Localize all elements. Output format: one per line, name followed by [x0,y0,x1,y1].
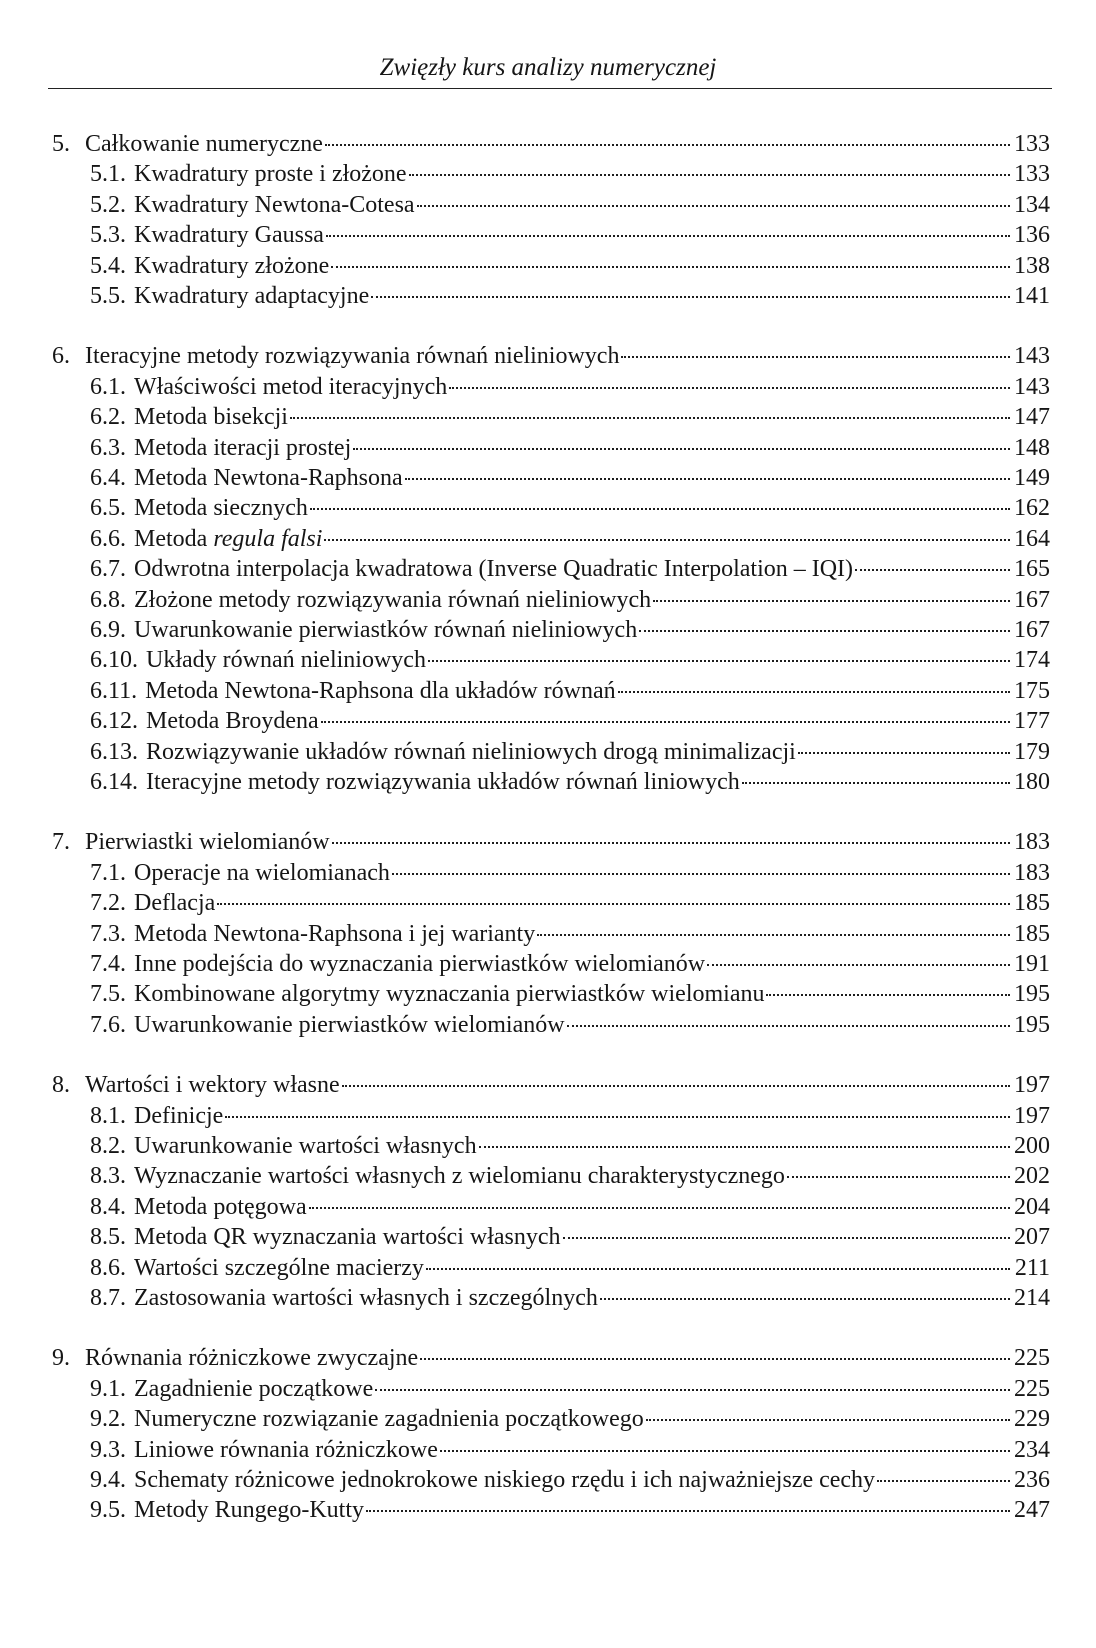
dot-leader [567,1025,1010,1027]
page-number: 164 [1014,526,1050,552]
entry-title: Układy równań nieliniowych [146,647,426,673]
dot-leader [877,1480,1010,1482]
page-number: 148 [1014,435,1050,461]
toc-section-row [90,523,1050,555]
page-number: 214 [1014,1285,1050,1311]
entry-title: Iteracyjne metody rozwiązywania równań nieliniowych [85,343,620,369]
entry-number: 8.2. [90,1133,126,1159]
toc-section-row [90,250,1050,282]
entry-number: 8.3. [90,1163,126,1189]
toc-section-row [90,462,1050,494]
toc-section-row [90,492,1050,524]
toc-section-row [90,1434,1050,1466]
toc-section-row [90,401,1050,433]
toc-chapter-row [52,128,1050,160]
page-number: 191 [1014,951,1050,977]
entry-number: 6.6. [90,526,126,552]
header-rule [48,88,1052,89]
entry-title-italic: regula falsi [213,526,323,552]
page-number: 134 [1014,192,1050,218]
page-number: 143 [1014,374,1050,400]
entry-title: Definicje [134,1103,224,1129]
entry-number: 6.13. [90,739,138,765]
entry-number: 6.5. [90,495,126,521]
toc-section-row [90,158,1050,190]
toc-section-row [90,1160,1050,1192]
toc-section-row [90,432,1050,464]
entry-number: 6.12. [90,708,138,734]
entry-title: Wartości szczególne macierzy [134,1255,424,1281]
page-number: 234 [1014,1437,1050,1463]
entry-title: Metoda Newtona-Raphsona i jej warianty [134,921,536,947]
toc-section-row [90,1252,1050,1284]
entry-title: Złożone metody rozwiązywania równań nieliniowych [134,587,652,613]
entry-number: 7.5. [90,981,126,1007]
page-number: 185 [1014,921,1050,947]
toc-section-row [90,736,1050,768]
dot-leader [321,721,1010,723]
page-number: 174 [1014,647,1050,673]
toc-chapter-row [52,1069,1050,1101]
running-header-title: Zwięzły kurs analizy numerycznej [379,54,717,81]
dot-leader [324,539,1010,541]
entry-title: Pierwiastki wielomianów [85,829,330,855]
toc-chapter-row [52,1342,1050,1374]
entry-title: Zastosowania wartości własnych i szczególnych [134,1285,598,1311]
toc-section-row [90,948,1050,980]
dot-leader [855,569,1010,571]
entry-title: Metoda Newtona-Raphsona dla układów równań [145,678,616,704]
entry-number: 7. [52,829,70,855]
entry-title: Metoda bisekcji [134,404,288,430]
page-number: 136 [1014,222,1050,248]
entry-title: Wartości i wektory własne [85,1072,340,1098]
dot-leader [428,660,1010,662]
toc-section-row [90,918,1050,950]
page-number: 236 [1014,1467,1050,1493]
toc-section-row [90,1009,1050,1041]
entry-title: Metoda siecznych [134,495,308,521]
page-number: 229 [1014,1406,1050,1432]
entry-title: Uwarunkowanie pierwiastków równań nieliniowych [134,617,638,643]
dot-leader [766,994,1010,996]
page-number: 183 [1014,829,1050,855]
page-number: 185 [1014,890,1050,916]
toc-section-row [90,1494,1050,1526]
entry-number: 6.7. [90,556,126,582]
toc-section-row [90,584,1050,616]
toc-section-row [90,1403,1050,1435]
page-number: 143 [1014,343,1050,369]
page-number: 207 [1014,1224,1050,1250]
page-number: 138 [1014,253,1050,279]
dot-leader [409,174,1010,176]
entry-number: 6.10. [90,647,138,673]
dot-leader [479,1146,1010,1148]
entry-title: Uwarunkowanie wartości własnych [134,1133,477,1159]
entry-title: Liniowe równania różniczkowe [134,1437,438,1463]
dot-leader [217,903,1010,905]
entry-number: 7.6. [90,1012,126,1038]
entry-number: 8. [52,1072,70,1098]
dot-leader [600,1298,1010,1300]
dot-leader [342,1085,1010,1087]
page-number: 247 [1014,1497,1050,1523]
dot-leader [787,1176,1010,1178]
dot-leader [325,144,1010,146]
entry-title: Właściwości metod iteracyjnych [134,374,448,400]
page-number: 147 [1014,404,1050,430]
entry-title: Schematy różnicowe jednokrokowe niskiego rzędu i ich najważniejsze cechy [134,1467,876,1493]
dot-leader [366,1510,1010,1512]
entry-title: Kwadratury adaptacyjne [134,283,370,309]
entry-number: 6.8. [90,587,126,613]
dot-leader [331,266,1010,268]
entry-number: 7.4. [90,951,126,977]
entry-title: Rozwiązywanie układów równań nieliniowych drogą minimalizacji [146,739,796,765]
entry-number: 6.4. [90,465,126,491]
dot-leader [392,873,1010,875]
entry-title: Kwadratury złożone [134,253,330,279]
entry-title: Numeryczne rozwiązanie zagadnienia początkowego [134,1406,644,1432]
page-number: 133 [1014,161,1050,187]
toc-section-row [90,1130,1050,1162]
toc-section-row [90,887,1050,919]
toc-section-row [90,219,1050,251]
toc-section-row [90,1464,1050,1496]
entry-number: 6.14. [90,769,138,795]
entry-title: Metody Rungego-Kutty [134,1497,364,1523]
page-number: 177 [1014,708,1050,734]
dot-leader [440,1450,1010,1452]
dot-leader [417,205,1010,207]
page-number: 202 [1014,1163,1050,1189]
toc-section-row [90,1191,1050,1223]
page-number: 225 [1014,1376,1050,1402]
page-number: 179 [1014,739,1050,765]
dot-leader [618,691,1010,693]
dot-leader [290,417,1010,419]
entry-number: 5.4. [90,253,126,279]
dot-leader [309,1207,1010,1209]
entry-number: 7.1. [90,860,126,886]
entry-number: 6.11. [90,678,138,704]
entry-number: 6.2. [90,404,126,430]
page-number: 195 [1014,1012,1050,1038]
dot-leader [332,842,1010,844]
entry-number: 9.2. [90,1406,126,1432]
page-number: 141 [1014,283,1050,309]
toc-section-row [90,1373,1050,1405]
page-number: 197 [1014,1072,1050,1098]
entry-title: Iteracyjne metody rozwiązywania układów równań liniowych [146,769,740,795]
entry-title: Metoda potęgowa [134,1194,307,1220]
entry-number: 7.2. [90,890,126,916]
entry-title: Metoda iteracji prostej [134,435,352,461]
entry-number: 5.5. [90,283,126,309]
page-number: 167 [1014,617,1050,643]
entry-title: Całkowanie numeryczne [85,131,323,157]
dot-leader [449,387,1010,389]
entry-number: 8.1. [90,1103,126,1129]
dot-leader [639,630,1010,632]
entry-title: Zagadnienie początkowe [134,1376,374,1402]
entry-number: 9. [52,1345,70,1371]
dot-leader [537,934,1010,936]
toc-chapter-row [52,826,1050,858]
entry-number: 5. [52,131,70,157]
entry-number: 5.2. [90,192,126,218]
page-number: 165 [1014,556,1050,582]
entry-number: 6.9. [90,617,126,643]
toc-chapter-row [52,340,1050,372]
entry-number: 8.6. [90,1255,126,1281]
dot-leader [375,1389,1010,1391]
dot-leader [621,356,1010,358]
entry-title: Wyznaczanie wartości własnych z wielomianu charakterystycznego [134,1163,785,1189]
dot-leader [420,1358,1010,1360]
page-number: 211 [1014,1255,1050,1281]
entry-number: 9.3. [90,1437,126,1463]
toc-section-row [90,189,1050,221]
toc-section-row [90,1282,1050,1314]
toc-section-row [90,1100,1050,1132]
entry-number: 5.1. [90,161,126,187]
toc-section-row [90,644,1050,676]
dot-leader [707,964,1010,966]
page-number: 225 [1014,1345,1050,1371]
entry-number: 8.5. [90,1224,126,1250]
entry-title: Równania różniczkowe zwyczajne [85,1345,419,1371]
page-number: 175 [1014,678,1050,704]
entry-number: 6.3. [90,435,126,461]
toc-section-row [90,766,1050,798]
entry-number: 6.1. [90,374,126,400]
entry-number: 6. [52,343,70,369]
page-number: 149 [1014,465,1050,491]
toc-section-row [90,553,1050,585]
page-number: 162 [1014,495,1050,521]
toc-section-row [90,675,1050,707]
dot-leader [798,752,1010,754]
page-number: 167 [1014,587,1050,613]
entry-number: 9.5. [90,1497,126,1523]
entry-title: Odwrotna interpolacja kwadratowa (Inverse Quadratic Interpolation – IQI) [134,556,854,582]
entry-title: Inne podejścia do wyznaczania pierwiastków wielomianów [134,951,706,977]
entry-title: Kwadratury Gaussa [134,222,324,248]
entry-title: Kwadratury proste i złożone [134,161,407,187]
entry-number: 5.3. [90,222,126,248]
page-number: 183 [1014,860,1050,886]
entry-number: 7.3. [90,921,126,947]
entry-title: Deflacja [134,890,216,916]
entry-number: 8.4. [90,1194,126,1220]
entry-title: Operacje na wielomianach [134,860,390,886]
dot-leader [225,1116,1010,1118]
entry-number: 9.1. [90,1376,126,1402]
dot-leader [563,1237,1010,1239]
dot-leader [742,782,1010,784]
entry-title: Uwarunkowanie pierwiastków wielomianów [134,1012,565,1038]
dot-leader [310,508,1010,510]
entry-title: Kombinowane algorytmy wyznaczania pierwiastków wielomianu [134,981,765,1007]
entry-title-text: Metoda [134,526,214,552]
entry-title: Metoda Broydena [146,708,319,734]
toc-section-row [90,280,1050,312]
dot-leader [326,235,1010,237]
dot-leader [646,1419,1010,1421]
entry-number: 8.7. [90,1285,126,1311]
dot-leader [405,478,1010,480]
entry-title: Metoda QR wyznaczania wartości własnych [134,1224,561,1250]
entry-title [134,523,322,555]
entry-number: 9.4. [90,1467,126,1493]
page-number: 204 [1014,1194,1050,1220]
toc-section-row [90,978,1050,1010]
entry-title: Metoda Newtona-Raphsona [134,465,403,491]
page-number: 197 [1014,1103,1050,1129]
toc-section-row [90,371,1050,403]
dot-leader [426,1268,1010,1270]
dot-leader [653,600,1010,602]
page-number: 200 [1014,1133,1050,1159]
dot-leader [353,448,1010,450]
page-number: 133 [1014,131,1050,157]
dot-leader [371,296,1010,298]
toc-section-row [90,614,1050,646]
toc-section-row [90,857,1050,889]
page-number: 195 [1014,981,1050,1007]
entry-title: Kwadratury Newtona-Cotesa [134,192,415,218]
toc-section-row [90,705,1050,737]
page-number: 180 [1014,769,1050,795]
toc-section-row [90,1221,1050,1253]
